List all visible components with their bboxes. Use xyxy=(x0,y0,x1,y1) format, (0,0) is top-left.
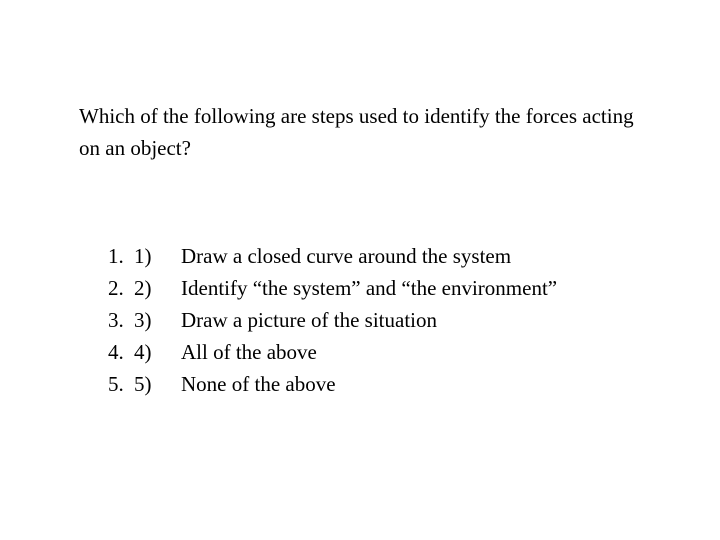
option-label: 1) xyxy=(134,244,152,268)
option-number: 5. xyxy=(108,372,124,396)
option-label: 4) xyxy=(134,340,152,364)
option-number: 4. xyxy=(108,340,124,364)
option-text: None of the above xyxy=(181,372,336,396)
option-text: Draw a picture of the situation xyxy=(181,308,437,332)
option-text: Draw a closed curve around the system xyxy=(181,244,512,268)
question-text: Which of the following are steps used to identify the forces acting on an object? xyxy=(79,104,634,160)
option-number: 3. xyxy=(108,308,124,332)
option-number: 1. xyxy=(108,244,124,268)
option-text: All of the above xyxy=(181,340,317,364)
option-label: 3) xyxy=(134,308,152,332)
option-label: 5) xyxy=(134,372,152,396)
option-number: 2. xyxy=(108,276,124,300)
option-text: Identify “the system” and “the environment” xyxy=(181,276,558,300)
option-label: 2) xyxy=(134,276,152,300)
